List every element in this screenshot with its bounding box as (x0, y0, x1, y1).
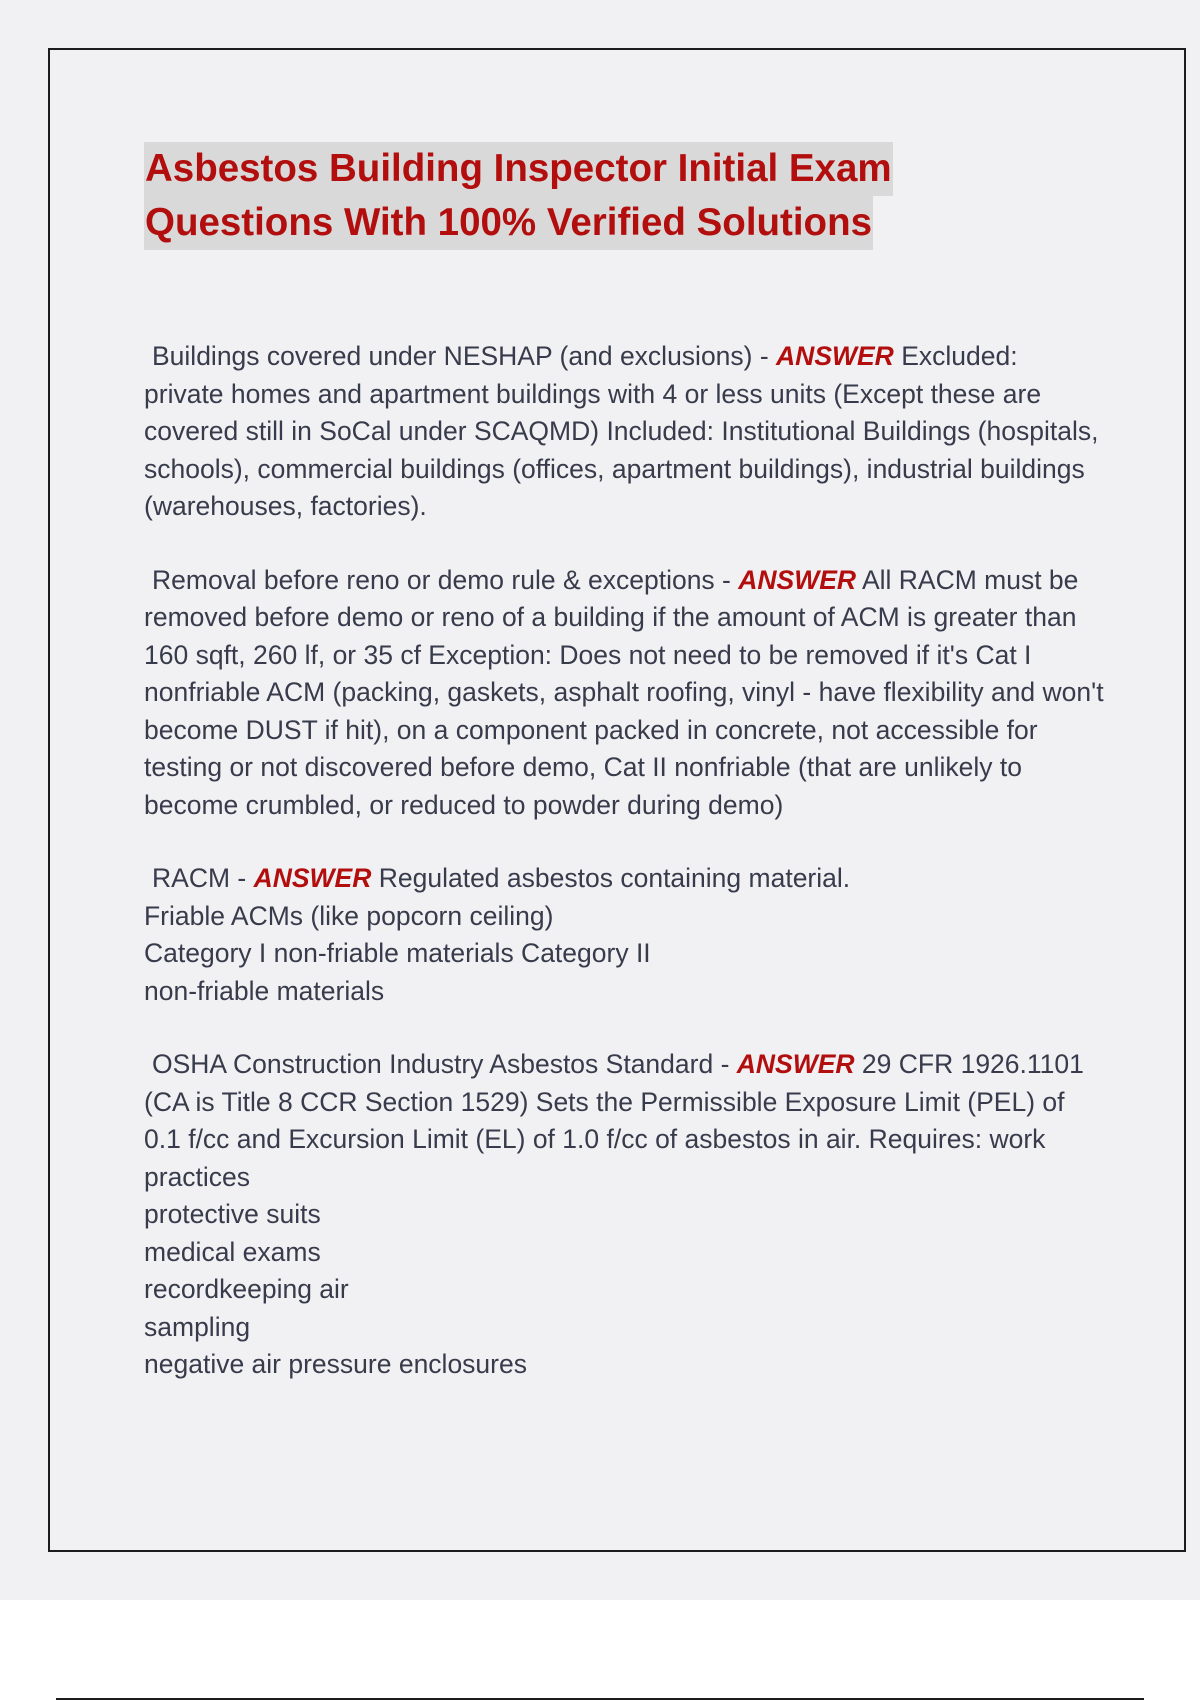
answer-text: 29 CFR 1926.1101 (CA is Title 8 CCR Section 1529) Sets the Permissible Exposure Limit (PEL) of 0.1 f/cc and Excursion Limit (EL) of 1.0 f/cc of asbestos in air. Requires: work practices (144, 1049, 1084, 1192)
answer-line: Category I non-friable materials Category II (144, 938, 651, 968)
answer-line: sampling (144, 1311, 251, 1342)
answer-line: medical exams (144, 1236, 321, 1267)
document-body (144, 142, 1104, 1420)
answer-text: Excluded: private homes and apartment buildings with 4 or less units (Except these are covered still in SoCal under SCAQMD) Included: Institutional Buildings (hospitals, schools), commercial buildings (offices, apartment buildings), industrial buildings (warehouses, factories). (144, 341, 1099, 521)
answer-label: ANSWER (736, 1049, 855, 1079)
answer-line: protective suits (144, 1199, 321, 1229)
question-text: OSHA Construction Industry Asbestos Standard - (152, 1049, 737, 1079)
answer-label: ANSWER (738, 564, 857, 595)
question-text: Removal before reno or demo rule & exceptions - (152, 564, 739, 595)
answer-line: non-friable materials (144, 975, 385, 1006)
document-title (144, 142, 1104, 250)
question-text: Buildings covered under NESHAP (and exclusions) - (152, 341, 777, 371)
title-line-2: Questions With 100% Verified Solutions (144, 196, 873, 250)
title-line-1: Asbestos Building Inspector Initial Exam (144, 142, 893, 196)
qa-item-osha-standard (144, 1046, 1104, 1384)
question-text: RACM - (152, 863, 254, 893)
answer-line: Friable ACMs (like popcorn ceiling) (144, 900, 554, 931)
qa-item-racm (144, 860, 1104, 1010)
qa-item-removal-rule (144, 562, 1104, 825)
answer-text: Regulated asbestos containing material. (378, 863, 851, 893)
answer-line: negative air pressure enclosures (144, 1349, 527, 1379)
qa-item-neshap-buildings (144, 338, 1104, 526)
answer-line: recordkeeping air (144, 1274, 349, 1304)
answer-text: All RACM must be removed before demo or reno of a building if the amount of ACM is greater than 160 sqft, 260 lf, or 35 cf Exception: Does not need to be removed if it's Cat I nonfriable ACM (packing, gaskets, asphalt roofing, vinyl - have flexibility and won't become DUST if hit), on a component packed in concrete, not accessible for testing or not discovered before demo, Cat II nonfriable (that are unlikely to become crumbled, or reduced to powder during demo) (144, 564, 1104, 820)
answer-label: ANSWER (776, 341, 894, 371)
answer-label: ANSWER (253, 863, 372, 893)
